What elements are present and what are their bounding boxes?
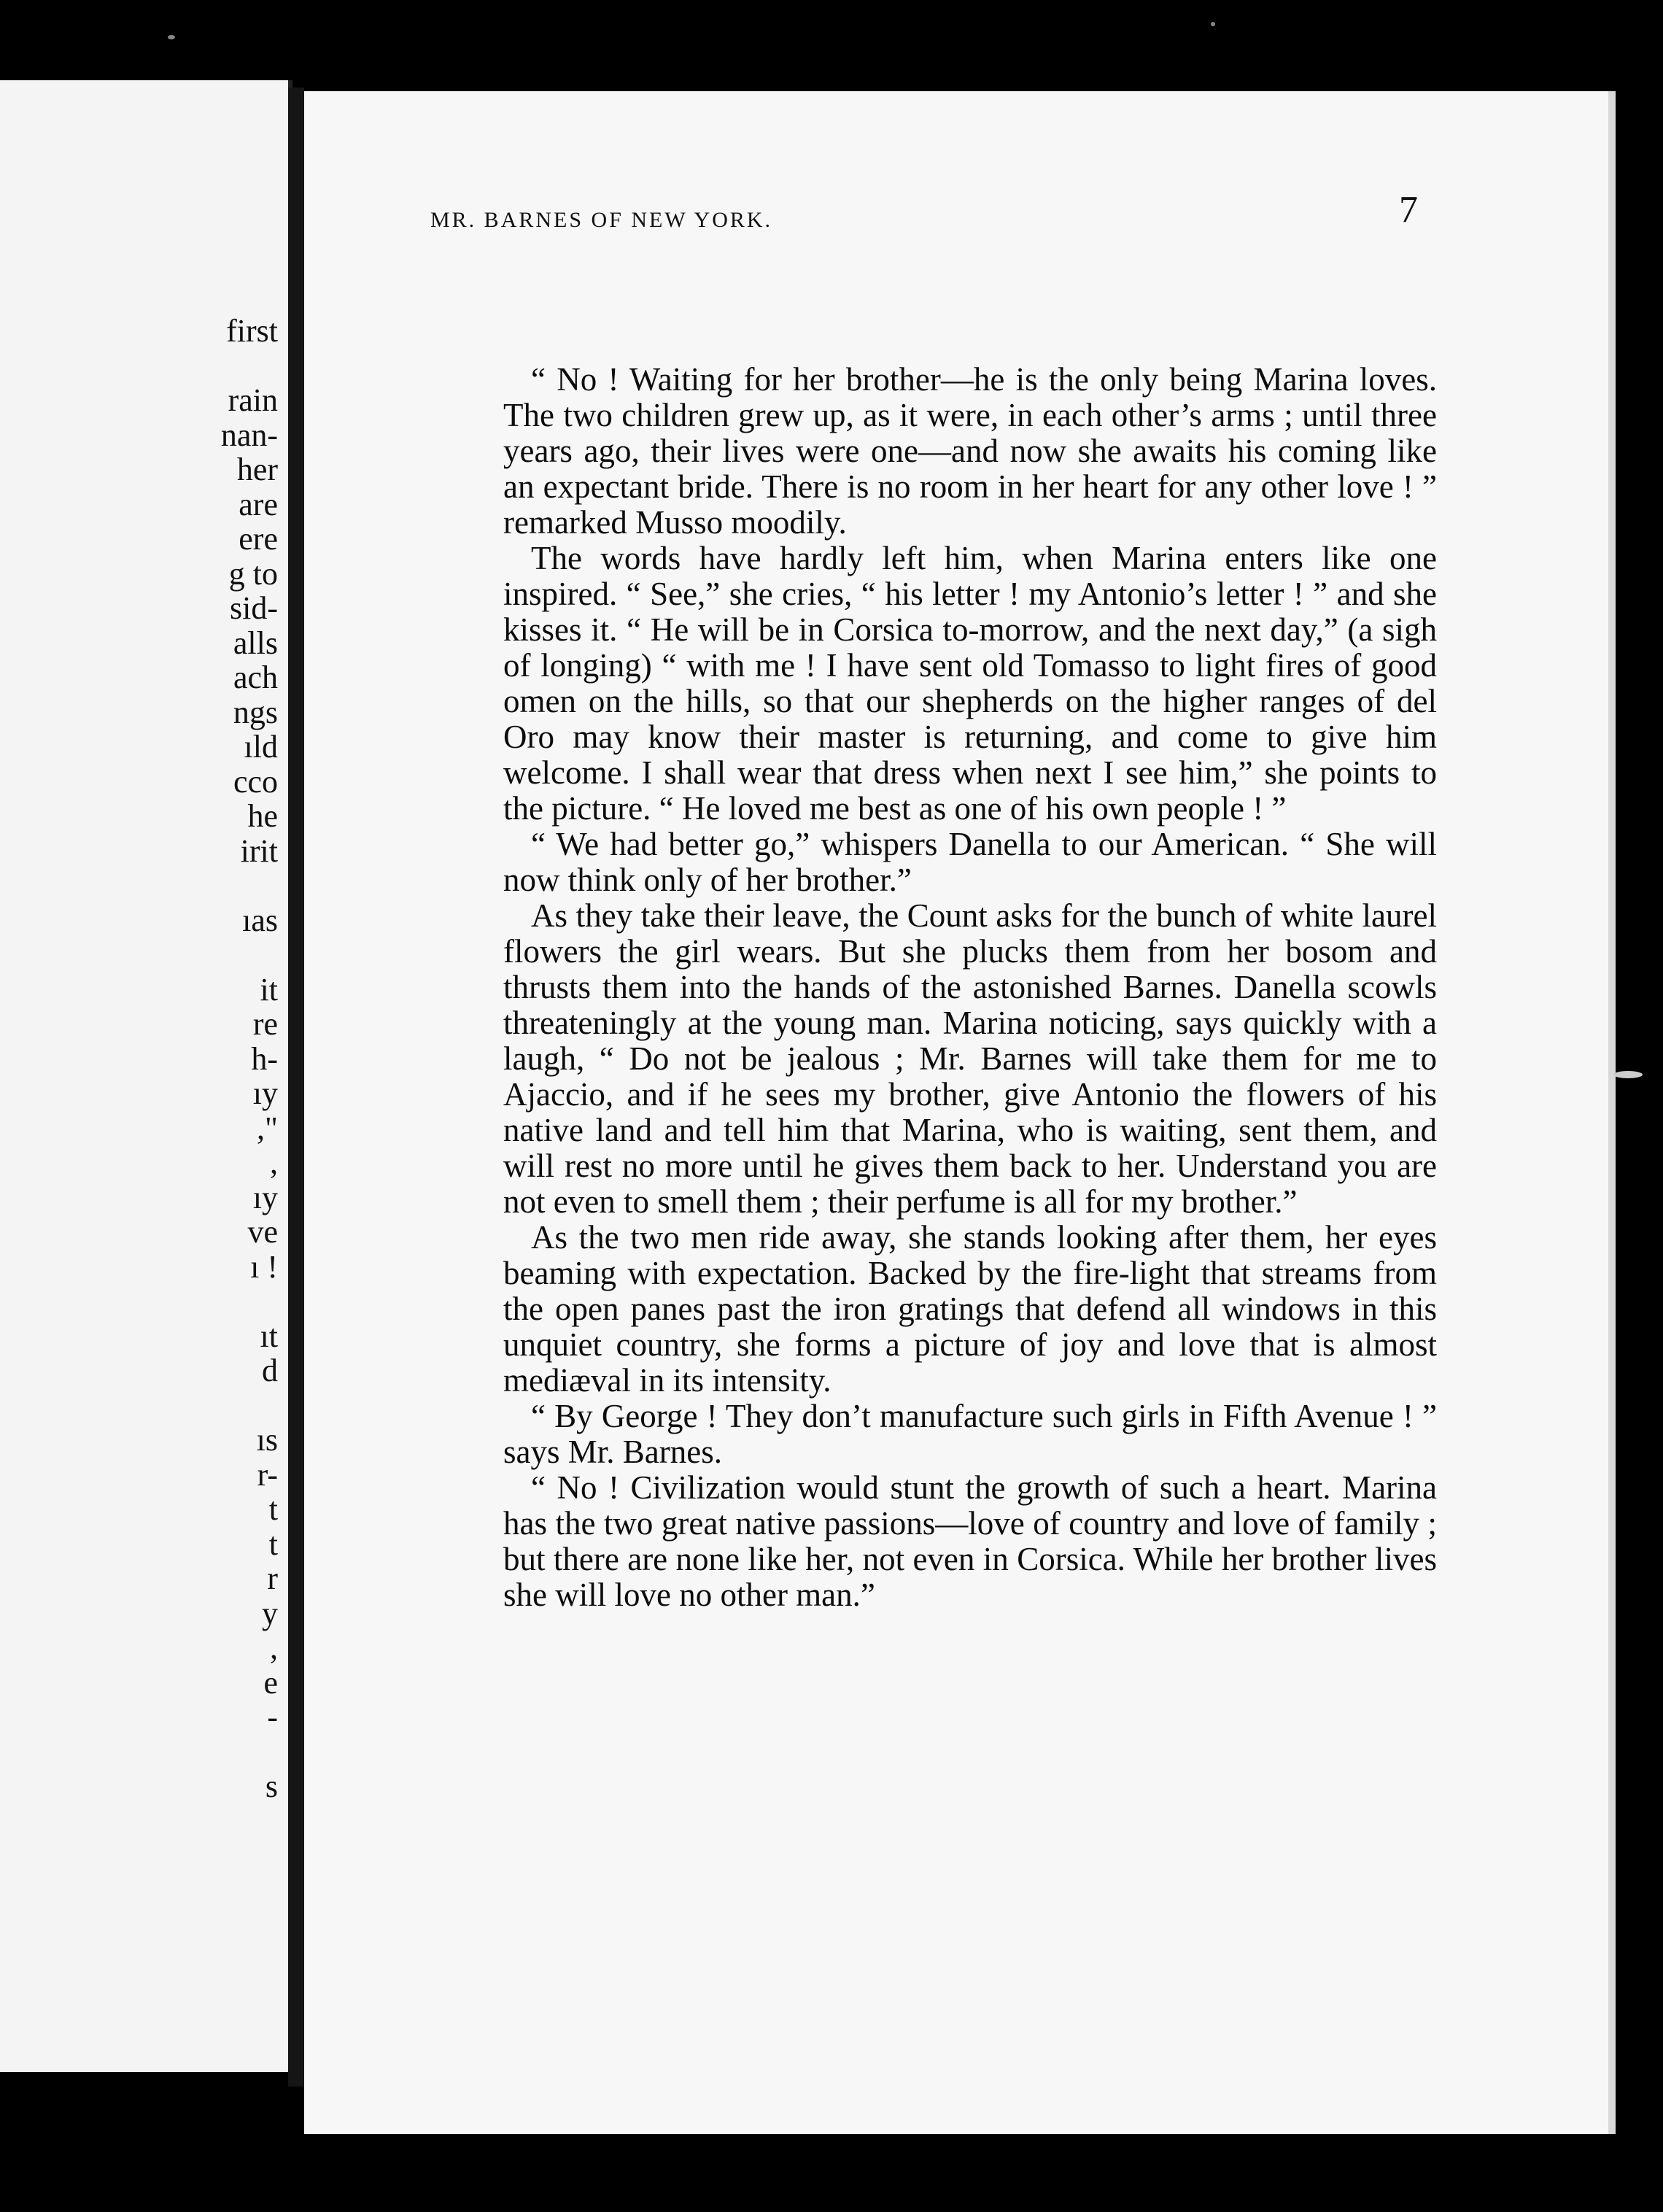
previous-page-fragment: e <box>263 1664 278 1701</box>
previous-page-fragment: r- <box>257 1456 278 1493</box>
previous-page-fragment: s <box>265 1768 278 1804</box>
paragraph: As the two men ride away, she stands looking after them, her eyes beaming with expectation. Backed by the fire-light that streams from the open panes past the iron gratings that defend all windows in this unquiet country, she forms a picture of joy and love that is almost mediæval in its intensity. <box>503 1219 1437 1399</box>
previous-page-fragment: ach <box>233 660 278 695</box>
previous-page-fragment: it <box>260 971 278 1008</box>
previous-page-fragment: irit <box>240 832 278 869</box>
paragraph: “ By George ! They don’t manufacture such girls in Fifth Avenue ! ” says Mr. Barnes. <box>503 1398 1437 1470</box>
previous-page-fragment <box>221 349 278 384</box>
previous-page-fragment: ıt <box>260 1318 278 1354</box>
previous-page-fragment: h- <box>251 1040 278 1077</box>
previous-page-fragment: he <box>247 798 278 834</box>
previous-page-fragment: ı ! <box>250 1248 278 1285</box>
previous-page-fragment: y <box>262 1595 278 1631</box>
previous-page-fragment <box>221 1735 278 1770</box>
book-spine <box>288 88 304 2087</box>
previous-page-fragment: re <box>252 1006 278 1042</box>
previous-page-strip <box>0 80 292 2072</box>
previous-page-fragment: t <box>268 1491 278 1527</box>
previous-page-fragment: ere <box>239 521 278 557</box>
previous-page-fragment: d <box>262 1353 278 1388</box>
previous-page-fragment: first <box>226 313 278 349</box>
scan-speck <box>168 35 175 39</box>
previous-page-line-endings <box>221 314 278 1804</box>
previous-page-fragment: nan- <box>220 417 278 453</box>
scan-speck <box>1211 22 1215 26</box>
previous-page-fragment: , <box>270 1630 278 1666</box>
previous-page-fragment: g to <box>228 555 278 592</box>
scan-speck <box>1613 1071 1643 1078</box>
paragraph: “ No ! Waiting for her brother—he is the only being Marina loves. The two children grew up, as it were, in each other’s arms ; until three years ago, their lives were one—and now she awaits his coming like an expectant bride. There is no room in her heart for any other love ! ” remarked Musso moodily. <box>503 361 1437 541</box>
previous-page-fragment: ıas <box>242 902 278 938</box>
running-header: MR. BARNES OF NEW YORK. <box>430 208 773 232</box>
previous-page-fragment: , <box>270 1145 278 1180</box>
previous-page-fragment <box>221 1284 278 1319</box>
previous-page-fragment: are <box>239 486 278 522</box>
paragraph: “ No ! Civilization would stunt the growth of such a heart. Marina has the two great native passions—love of country and love of family ; but there are none like her, not even in Corsica. While her brother lives she will love no other man.” <box>503 1469 1437 1613</box>
previous-page-fragment: ıs <box>256 1422 278 1458</box>
paragraph: The words have hardly left him, when Marina enters like one inspired. “ See,” she cries, “ his letter ! my Antonio’s letter ! ” and she kisses it. “ He will be in Corsica to-morrow, and the next day,” (a sigh of longing) “ with me ! I have sent old Tomasso to light fires of good omen on the hills, so that our shepherds on the higher ranges of del Oro may know their master is returning, and come to give him welcome. I shall wear that dress when next I see him,” she points to the picture. “ He loved me best as one of his own people ! ” <box>503 540 1437 827</box>
previous-page-fragment: ," <box>257 1110 278 1146</box>
previous-page-fragment: ıld <box>244 729 278 765</box>
previous-page-fragment: her <box>236 452 278 487</box>
previous-page-fragment <box>221 937 278 972</box>
previous-page-fragment: t <box>268 1525 278 1562</box>
previous-page-fragment: rain <box>228 382 278 418</box>
body-text <box>503 362 1437 1613</box>
previous-page-fragment: ıy <box>252 1075 278 1111</box>
paragraph: As they take their leave, the Count asks for the bunch of white laurel flowers the girl wears. But she plucks them from her bosom and thrusts them into the hands of the astonished Barnes. Danella scowls threateningly at the young man. Marina noticing, says quickly with a laugh, “ Do not be jealous ; Mr. Barnes will take them for me to Ajaccio, and if he sees my brother, give Antonio the flowers of his native land and tell him that Marina, who is waiting, sent them, and will rest no more until he gives them back to her. Understand you are not even to smell them ; their perfume is all for my brother.” <box>503 897 1437 1220</box>
page-number: 7 <box>1399 189 1418 231</box>
previous-page-fragment: r <box>267 1561 278 1596</box>
previous-page-fragment: ve <box>247 1214 278 1250</box>
previous-page-fragment: alls <box>233 624 278 661</box>
previous-page-fragment: sid- <box>230 590 278 626</box>
previous-page-fragment: ngs <box>233 694 278 730</box>
previous-page-fragment <box>221 868 278 903</box>
paragraph: “ We had better go,” whispers Danella to our American. “ She will now think only of her brother.” <box>503 826 1437 898</box>
previous-page-fragment: - <box>267 1699 278 1735</box>
previous-page-fragment: cco <box>233 763 278 800</box>
previous-page-fragment <box>221 1388 278 1423</box>
previous-page-fragment: ıy <box>252 1179 278 1215</box>
